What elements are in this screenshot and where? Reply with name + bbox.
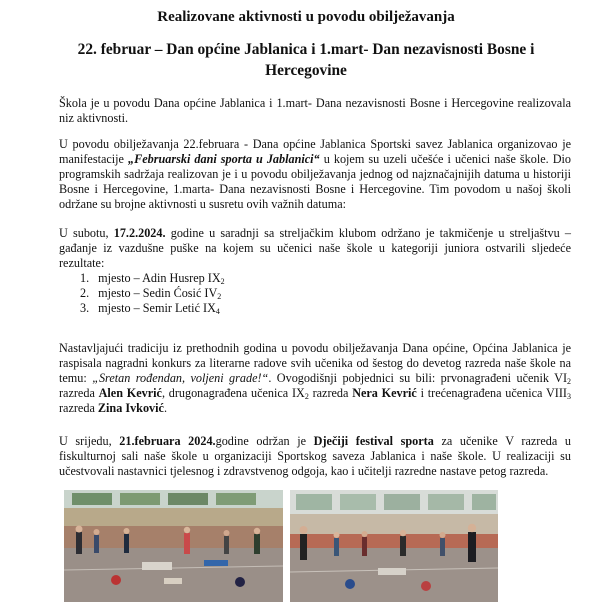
contest-text-7: razreda [59, 401, 98, 415]
contest-text-1: Nastavljajući tradiciju iz prethodnih godina u povodu obilježavanja Dana općine, Općina Jablanica je raspisala nagradni konkurs za literarne radove svih učenika od šestog do devetog razreda naše škole na temu: [59, 341, 571, 385]
class-subscript: 3 [566, 392, 571, 401]
document-subtitle [40, 39, 572, 81]
list-item [80, 286, 225, 301]
list-number: 1. [80, 271, 90, 285]
winner-first: Alen Kevrić [98, 386, 162, 400]
sports-days-event-name: „Februarski dani sporta u Jablanici“ [128, 152, 320, 166]
list-number: 2. [80, 286, 90, 300]
festival-text-2: godine održan je [215, 434, 314, 448]
sports-festival-paragraph [59, 434, 571, 479]
class-subscript: 2 [217, 292, 222, 301]
contest-text-8: . [163, 401, 167, 415]
contest-text-4: , drugonagrađena učenica IX [161, 386, 305, 400]
intro-paragraph [59, 96, 571, 126]
class-subscript: 2 [220, 277, 225, 286]
festival-name: Dječiji festival sporta [313, 434, 434, 448]
contest-text-6: i trećenagrađena učenica VIII [416, 386, 567, 400]
gym-photo-left-image [64, 490, 283, 602]
festival-date: 21.februara 2024. [119, 434, 216, 448]
list-item [80, 271, 225, 286]
sports-days-text-1: U povodu obilježavanja 22.februara - Dana općine Jablanica Sportski savez Jablanica organizovao je manifestacije [59, 137, 571, 166]
intro-text: Škola je u povodu Dana općine Jablanica i 1.mart- Dana nezavisnosti Bosne i Hercegovine realizovala niz aktivnosti. [59, 96, 571, 125]
sports-days-paragraph [59, 137, 571, 212]
gym-photo-right-image [290, 490, 498, 602]
gym-photo-left [64, 490, 283, 602]
festival-text-3: za učenike V razreda u fiskulturnoj sali naše škole u organizaciji Sportskog saveza Jablanica i naše škole. U realizaciji su učestvovali nastavnici tjelesnog i zdravstvenog odgoja, kao i učitelji razredne nastave petog razreda. [59, 434, 572, 478]
sports-days-text-2: u kojem su uzeli učešće i učenici naše škole. Dio programskih sadržaja realizovan je i u povodu obilježavanja jednog od najznačajnijih datuma u historiji Bosne i Hercegovine, 1.marta- Dana nezavisnosti Bosne i Hercegovine. Tim povodom u našoj školi održane su brojne aktivnosti u susretu ovih važnih datuma: [59, 152, 572, 211]
contest-theme: „Sretan rođendan, voljeni grade!“ [92, 371, 269, 385]
literary-contest-paragraph [59, 341, 571, 416]
contest-text-5: razreda [308, 386, 353, 400]
shooting-paragraph [59, 226, 571, 271]
winner-second: Nera Kevrić [352, 386, 417, 400]
gym-photo-right [290, 490, 498, 602]
shooting-date: 17.2.2024. [113, 226, 166, 240]
list-text: mjesto – Sedin Ćosić IV [98, 286, 218, 300]
contest-text-3: razreda [59, 386, 99, 400]
shooting-text-2: godine u saradnji sa streljačkim klubom održano je takmičenje u streljaštvu – gađanje iz vazdušne puške na kojem su učenici naše škole u kategoriji juniora ostvarili sljedeće rezultate: [59, 226, 571, 270]
list-text: mjesto – Semir Letić IX [98, 301, 216, 315]
subtitle-line-2: Hercegovine [265, 62, 347, 79]
subtitle-line-1: 22. februar – Dan općine Jablanica i 1.mart- Dan nezavisnosti Bosne i [77, 41, 535, 58]
document-title: Realizovane aktivnosti u povodu obilježavanja [157, 9, 455, 25]
festival-text-1: U srijedu, [59, 434, 120, 448]
contest-text-2: . Ovogodišnji pobjednici su bili: prvonagrađeni učenik VI [268, 371, 568, 385]
class-subscript: 2 [304, 392, 309, 401]
list-text: mjesto – Adin Husrep IX [98, 271, 221, 285]
list-item [80, 301, 225, 316]
winner-third: Zina Ivković [97, 401, 164, 415]
list-number: 3. [80, 301, 90, 315]
shooting-results-list [80, 271, 225, 316]
class-subscript: 4 [215, 307, 220, 316]
class-subscript: 2 [567, 377, 572, 386]
shooting-text-1: U subotu, [59, 226, 114, 240]
